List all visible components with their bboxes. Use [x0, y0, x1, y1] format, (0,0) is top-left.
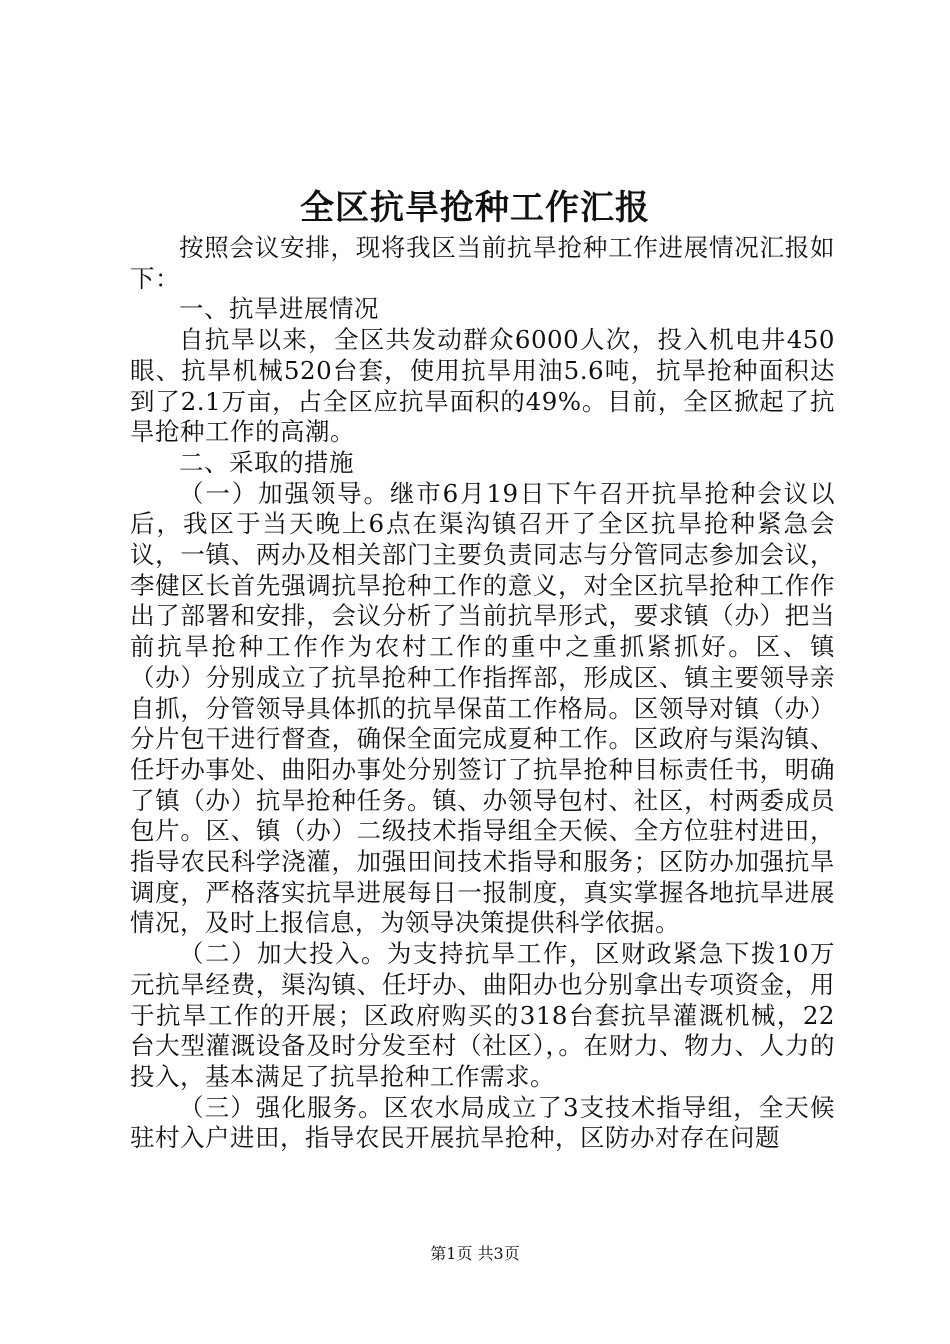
- section-heading-1: 一、抗旱进展情况: [179, 294, 379, 324]
- progress-paragraph: 自抗旱以来，全区共发动群众6000人次，投入机电井450眼、抗旱机械520台套，使用抗旱用油5.6吨，抗旱抢种面积达到了2.1万亩，占全区应抗旱面积的49%。目前，全区掀起了抗旱抢种工作的高潮。: [130, 325, 835, 447]
- section-heading-2: 二、采取的措施: [179, 447, 354, 477]
- document-body: [130, 233, 835, 1154]
- intro-paragraph: 按照会议安排，现将我区当前抗旱抢种工作进展情况汇报如下：: [130, 233, 835, 293]
- document-title: 全区抗旱抢种工作汇报: [300, 188, 650, 228]
- page-footer: 第1页 共3页: [430, 1244, 520, 1263]
- measure-investment-paragraph: （二）加大投入。为支持抗旱工作，区财政紧急下拨10万元抗旱经费，渠沟镇、任圩办、曲阳办也分别拿出专项资金，用于抗旱工作的开展；区政府购买的318台套抗旱灌溉机械，22台大型灌溉设备及时分发至村（社区），。在财力、物力、人力的投入，基本满足了抗旱抢种工作需求。: [130, 939, 835, 1091]
- measure-leadership-paragraph: （一）加强领导。继市6月19日下午召开抗旱抢种会议以后，我区于当天晚上6点在渠沟镇召开了全区抗旱抢种紧急会议，一镇、两办及相关部门主要负责同志与分管同志参加会议，李健区长首先强调抗旱抢种工作的意义，对全区抗旱抢种工作作出了部署和安排，会议分析了当前抗旱形式，要求镇（办）把当前抗旱抢种工作作为农村工作的重中之重抓紧抓好。区、镇（办）分别成立了抗旱抢种工作指挥部，形成区、镇主要领导亲自抓，分管领导具体抓的抗旱保苗工作格局。区领导对镇（办）分片包干进行督查，确保全面完成夏种工作。区政府与渠沟镇、任圩办事处、曲阳办事处分别签订了抗旱抢种目标责任书，明确了镇（办）抗旱抢种任务。镇、办领导包村、社区，村两委成员包片。区、镇（办）二级技术指导组全天候、全方位驻村进田，指导农民科学浇灌，加强田间技术指导和服务；区防办加强抗旱调度，严格落实抗旱进展每日一报制度，真实掌握各地抗旱进展情况，及时上报信息，为领导决策提供科学依据。: [130, 478, 835, 938]
- measure-service-paragraph: （三）强化服务。区农水局成立了3支技术指导组，全天候驻村入户进田，指导农民开展抗旱抢种，区防办对存在问题: [130, 1092, 835, 1153]
